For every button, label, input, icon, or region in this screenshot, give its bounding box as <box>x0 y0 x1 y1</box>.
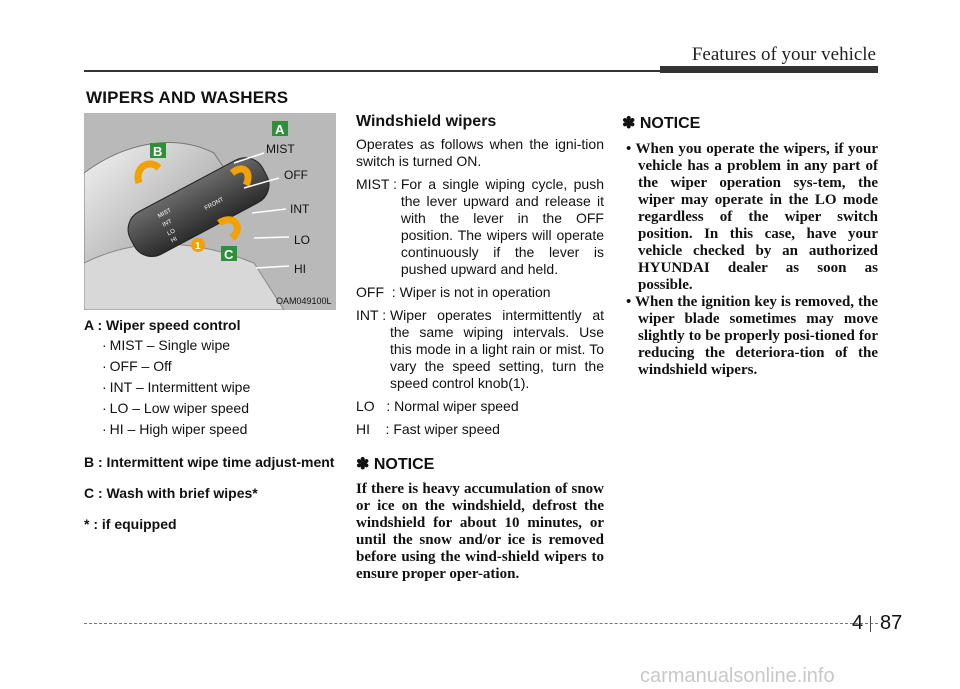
notice-bullet: • When you operate the wipers, if your vehicle has a problem in any part of the wiper operation sys-tem, the wiper may operate in the LO mode regardless of the wiper switch position. In this case, have your vehicle checked by an authorized HYUNDAI dealer as soon as possible. <box>622 141 878 294</box>
def-row <box>356 307 604 392</box>
windshield-intro: Operates as follows when the igni-tion switch is turned ON. <box>356 136 604 169</box>
notice-title: ✽ NOTICE <box>622 115 701 132</box>
def-desc: Wiper is not in operation <box>399 284 551 300</box>
section-title: WIPERS AND WASHERS <box>86 88 289 107</box>
legend-a-item: · INT – Intermittent wipe <box>84 378 336 397</box>
def-term: LO : <box>356 398 395 414</box>
label-off: OFF <box>284 168 308 182</box>
notice-bullet: • When the ignition key is removed, the wiper blade sometimes may move slightly to be properly posi-tioned for reducing the deteriora-tion of the windshield wipers. <box>622 294 878 379</box>
header-bar <box>660 66 878 73</box>
svg-text:LO: LO <box>166 228 177 238</box>
label-mist: MIST <box>266 142 295 156</box>
callout-a: A <box>275 122 285 137</box>
callout-b: B <box>153 144 163 159</box>
legend-column <box>84 316 336 534</box>
legend-c-label: C : Wash with brief wipes* <box>84 485 258 501</box>
figure-code: OAM049100L <box>276 296 332 306</box>
legend-a-item: · OFF – Off <box>84 357 336 376</box>
svg-text:INT: INT <box>161 218 174 229</box>
footer-separator <box>870 616 871 632</box>
windshield-title: Windshield wipers <box>356 113 497 130</box>
def-row <box>356 398 604 415</box>
wiper-lever-figure <box>84 113 336 310</box>
def-term: OFF : <box>356 284 400 300</box>
callout-1: 1 <box>195 241 201 252</box>
def-row <box>356 421 604 438</box>
def-desc: Fast wiper speed <box>393 421 500 437</box>
legend-a-item: · LO – Low wiper speed <box>84 399 336 418</box>
legend-b-label: B : Intermittent wipe time adjust-ment <box>84 454 335 470</box>
legend-a-item: · MIST – Single wipe <box>84 336 336 355</box>
footer-rule <box>84 623 878 624</box>
label-lo: LO <box>294 233 311 247</box>
notice-column <box>622 113 878 379</box>
def-desc: Wiper operates intermittently at the same wiping intervals. Use this mode in a light rain or mist. To vary the speed setting, turn the speed control knob(1). <box>389 307 604 391</box>
def-desc: For a single wiping cycle, push the lever upward and release it with the lever in the OFF position. The wipers will operate continuously if the lever is pushed upward and held. <box>400 176 604 277</box>
pull-arrow-c <box>219 220 237 238</box>
def-term: MIST : <box>356 176 401 192</box>
watermark: carmanualsonline.info <box>640 665 835 687</box>
legend-a-item: · HI – High wiper speed <box>84 420 336 439</box>
svg-text:HI: HI <box>170 236 179 245</box>
label-hi: HI <box>294 262 306 276</box>
section-number: 4 <box>852 612 864 634</box>
def-desc: Normal wiper speed <box>394 398 519 414</box>
def-row <box>356 284 604 301</box>
legend-a-label: A : Wiper speed control <box>84 317 241 333</box>
callout-c: C <box>224 247 234 262</box>
def-row <box>356 176 604 278</box>
svg-text:MIST: MIST <box>157 207 173 220</box>
legend-footnote: * : if equipped <box>84 516 177 532</box>
page-number: 87 <box>880 612 903 634</box>
def-term: INT : <box>356 307 390 323</box>
notice-title: ✽ NOTICE <box>356 456 435 473</box>
notice-body: If there is heavy accumulation of snow or ice on the windshield, defrost the windshield for about 10 minutes, or until the snow and/or ice is removed before using the wind-shield wipers to ensure proper oper-ation. <box>356 481 604 582</box>
header-title: Features of your vehicle <box>691 44 876 65</box>
def-term: HI : <box>356 421 394 437</box>
windshield-column <box>356 113 604 583</box>
finger-shape <box>84 244 284 310</box>
label-int: INT <box>290 202 310 216</box>
svg-text:FRONT: FRONT <box>203 196 225 212</box>
